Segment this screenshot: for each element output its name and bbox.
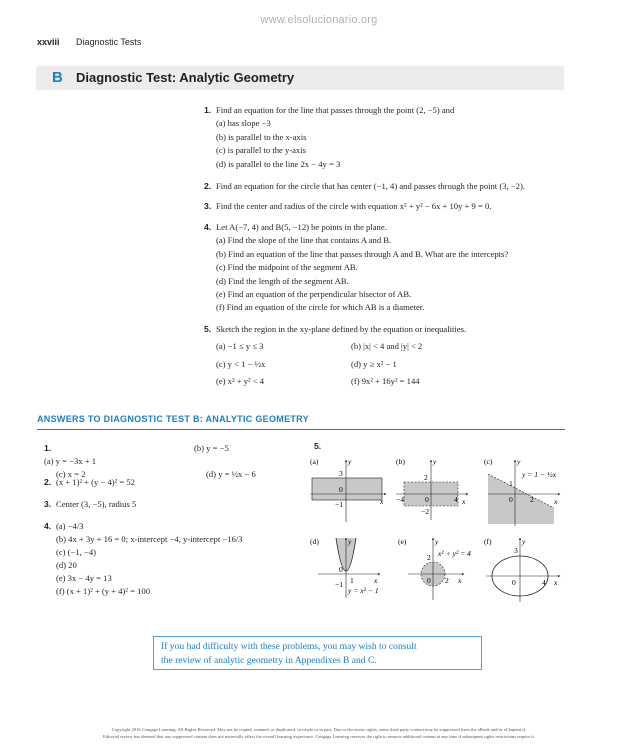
graph-c	[484, 457, 560, 526]
question-part: (d) is parallel to the line 2x − 4y = 3	[216, 158, 341, 169]
answer-part: (a) −4/3	[56, 521, 84, 531]
answer-part: (f) (x + 1)² + (y + 4)² = 100	[56, 586, 150, 596]
answer-part: (c) x = 2	[56, 469, 86, 479]
axis-label: x	[554, 578, 558, 587]
answers-rule	[37, 429, 565, 430]
question-3	[204, 200, 584, 213]
callout-line: If you had difficulty with these problems, you may wish to consult	[161, 641, 417, 652]
question-text: Let A(−7, 4) and B(5, −12) be points in the plane.	[216, 222, 387, 232]
answer-part: (b) y = −5	[194, 443, 229, 453]
axis-label: y	[522, 537, 526, 546]
answer-4	[44, 520, 344, 598]
axis-label: x	[380, 497, 384, 506]
question-text: Find the center and radius of the circle with equation x² + y² − 6x + 10y + 9 = 0.	[216, 201, 492, 211]
graph-label: (a)	[310, 457, 319, 466]
graph-e	[398, 537, 471, 600]
tick-label: 0	[339, 565, 343, 574]
equation-label: x² + y² = 4	[438, 549, 471, 558]
question-part: (b) |x| < 4 and |y| < 2	[351, 341, 423, 352]
section-title-bar	[36, 66, 564, 90]
axis-label: y	[517, 457, 521, 466]
tick-label: 0	[339, 485, 343, 494]
answer-part: (d) y = ½x − 6	[206, 469, 256, 479]
answer-part: (d) 20	[56, 560, 77, 570]
answer-part: (c) (−1, −4)	[56, 547, 96, 557]
answer-5-graphs	[308, 452, 568, 612]
tick-label: 4	[542, 578, 546, 587]
running-head	[37, 37, 141, 47]
graph-label: (e)	[398, 537, 407, 546]
question-4	[204, 221, 584, 315]
tick-label: 3	[339, 469, 343, 478]
tick-label: 0	[509, 495, 513, 504]
shaded-region	[312, 478, 382, 500]
tick-label: −4	[396, 495, 405, 504]
tick-label: 0	[425, 495, 429, 504]
tick-label: 0	[427, 576, 431, 585]
section-letter: B	[52, 69, 63, 86]
difficulty-callout	[153, 636, 482, 670]
running-head-title: Diagnostic Tests	[76, 37, 142, 47]
equation-label: y = x² − 1	[348, 586, 379, 595]
question-text: Sketch the region in the xy-plane defined by the equation or inequalities.	[216, 324, 467, 334]
tick-label: −1	[335, 580, 344, 589]
question-part: (b) Find an equation of the line that passes through A and B. What are the intercepts?	[216, 248, 509, 259]
copyright-footer	[0, 726, 638, 740]
equation-label: y = 1 − ½x	[522, 470, 557, 479]
graph-a	[310, 457, 386, 522]
question-part: (c) y < 1 − ½x	[216, 358, 266, 369]
question-number: 3.	[204, 201, 212, 211]
question-number: 4.	[204, 222, 212, 232]
answer-number: 4.	[44, 521, 52, 531]
graph-f	[484, 537, 560, 602]
watermark: www.elsolucionario.org	[260, 14, 378, 26]
graph-label: (c)	[484, 457, 493, 466]
question-part: (a) −1 ≤ y ≤ 3	[216, 341, 264, 352]
question-5	[204, 323, 584, 389]
question-part: (d) y ≥ x² − 1	[351, 358, 397, 369]
question-part: (b) is parallel to the x-axis	[216, 131, 307, 142]
question-2	[204, 180, 584, 193]
question-part: (c) Find the midpoint of the segment AB.	[216, 262, 358, 273]
axis-label: y	[435, 537, 439, 546]
axis-label: y	[433, 457, 437, 466]
question-number: 1.	[204, 105, 212, 115]
tick-label: 0	[512, 578, 516, 587]
tick-label: 2	[445, 576, 449, 585]
question-part: (a) Find the slope of the line that contains A and B.	[216, 235, 392, 246]
graph-label: (f)	[484, 537, 492, 546]
question-part: (d) Find the length of the segment AB.	[216, 275, 349, 286]
section-title: Diagnostic Test: Analytic Geometry	[76, 70, 295, 85]
graph-b	[396, 457, 468, 520]
question-number: 5.	[204, 324, 212, 334]
question-part: (e) Find an equation of the perpendicular bisector of AB.	[216, 289, 412, 300]
question-text: Find an equation for the line that passes through the point (2, −5) and	[216, 105, 455, 115]
answer-part: (a) y = −3x + 1	[44, 456, 97, 466]
answer-number: 1.	[44, 443, 52, 453]
question-number: 2.	[204, 181, 212, 191]
tick-label: 1	[509, 479, 513, 488]
footer-line: Editorial review has deemed that any suppressed content does not materially affect the overall learning experience. Cengage Learning reserves the right to remove additional content at any time if subsequent rights restrictions require it.	[103, 734, 535, 739]
answer-number: 2.	[44, 477, 52, 487]
tick-label: 3	[514, 546, 518, 555]
tick-label: −2	[421, 507, 430, 516]
tick-label: 1	[350, 576, 354, 585]
tick-label: 2	[427, 553, 431, 562]
answers-heading: ANSWERS TO DIAGNOSTIC TEST B: ANALYTIC GEOMETRY	[37, 414, 309, 424]
tick-label: 4	[454, 495, 458, 504]
answer-text: Center (3, −5), radius 5	[56, 499, 137, 509]
answer-text: (x + 1)² + (y − 4)² = 52	[56, 477, 135, 487]
answer-number: 5.	[314, 441, 322, 451]
question-1	[204, 104, 584, 171]
question-text: Find an equation for the circle that has center (−1, 4) and passes through the point (3, −2).	[216, 181, 525, 191]
axis-label: x	[554, 497, 558, 506]
tick-label: 2	[424, 473, 428, 482]
footer-line: Copyright 2016 Cengage Learning. All Rights Reserved. May not be copied, scanned, or duplicated, in whole or in part. Due to electronic rights, some third party content may be suppressed from the eBook and/or eChapter(s).	[111, 727, 527, 732]
axis-label: x	[462, 497, 466, 506]
axis-label: y	[348, 537, 352, 546]
question-part: (f) 9x² + 16y² = 144	[351, 376, 420, 387]
page-number: xxviii	[37, 37, 60, 47]
answer-part: (e) 3x − 4y = 13	[56, 573, 112, 583]
axis-label: x	[374, 576, 378, 585]
question-part: (c) is parallel to the y-axis	[216, 145, 306, 156]
answer-3	[44, 498, 304, 511]
answer-number: 3.	[44, 499, 52, 509]
shaded-region	[488, 474, 554, 524]
graph-label: (d)	[310, 537, 319, 546]
graph-d	[310, 537, 380, 598]
answer-2	[44, 476, 304, 489]
question-part: (e) x² + y² < 4	[216, 376, 265, 387]
axis-label: y	[348, 457, 352, 466]
tick-label: 2	[530, 495, 534, 504]
question-part: (f) Find an equation of the circle for which AB is a diameter.	[216, 302, 425, 313]
callout-line: the review of analytic geometry in Appendixes B and C.	[161, 655, 377, 666]
axis-label: x	[458, 576, 462, 585]
tick-label: −1	[335, 500, 344, 509]
question-part: (a) has slope −3	[216, 118, 271, 129]
graph-label: (b)	[396, 457, 405, 466]
answer-part: (b) 4x + 3y + 16 = 0; x-intercept −4, y-intercept −16/3	[56, 534, 243, 544]
